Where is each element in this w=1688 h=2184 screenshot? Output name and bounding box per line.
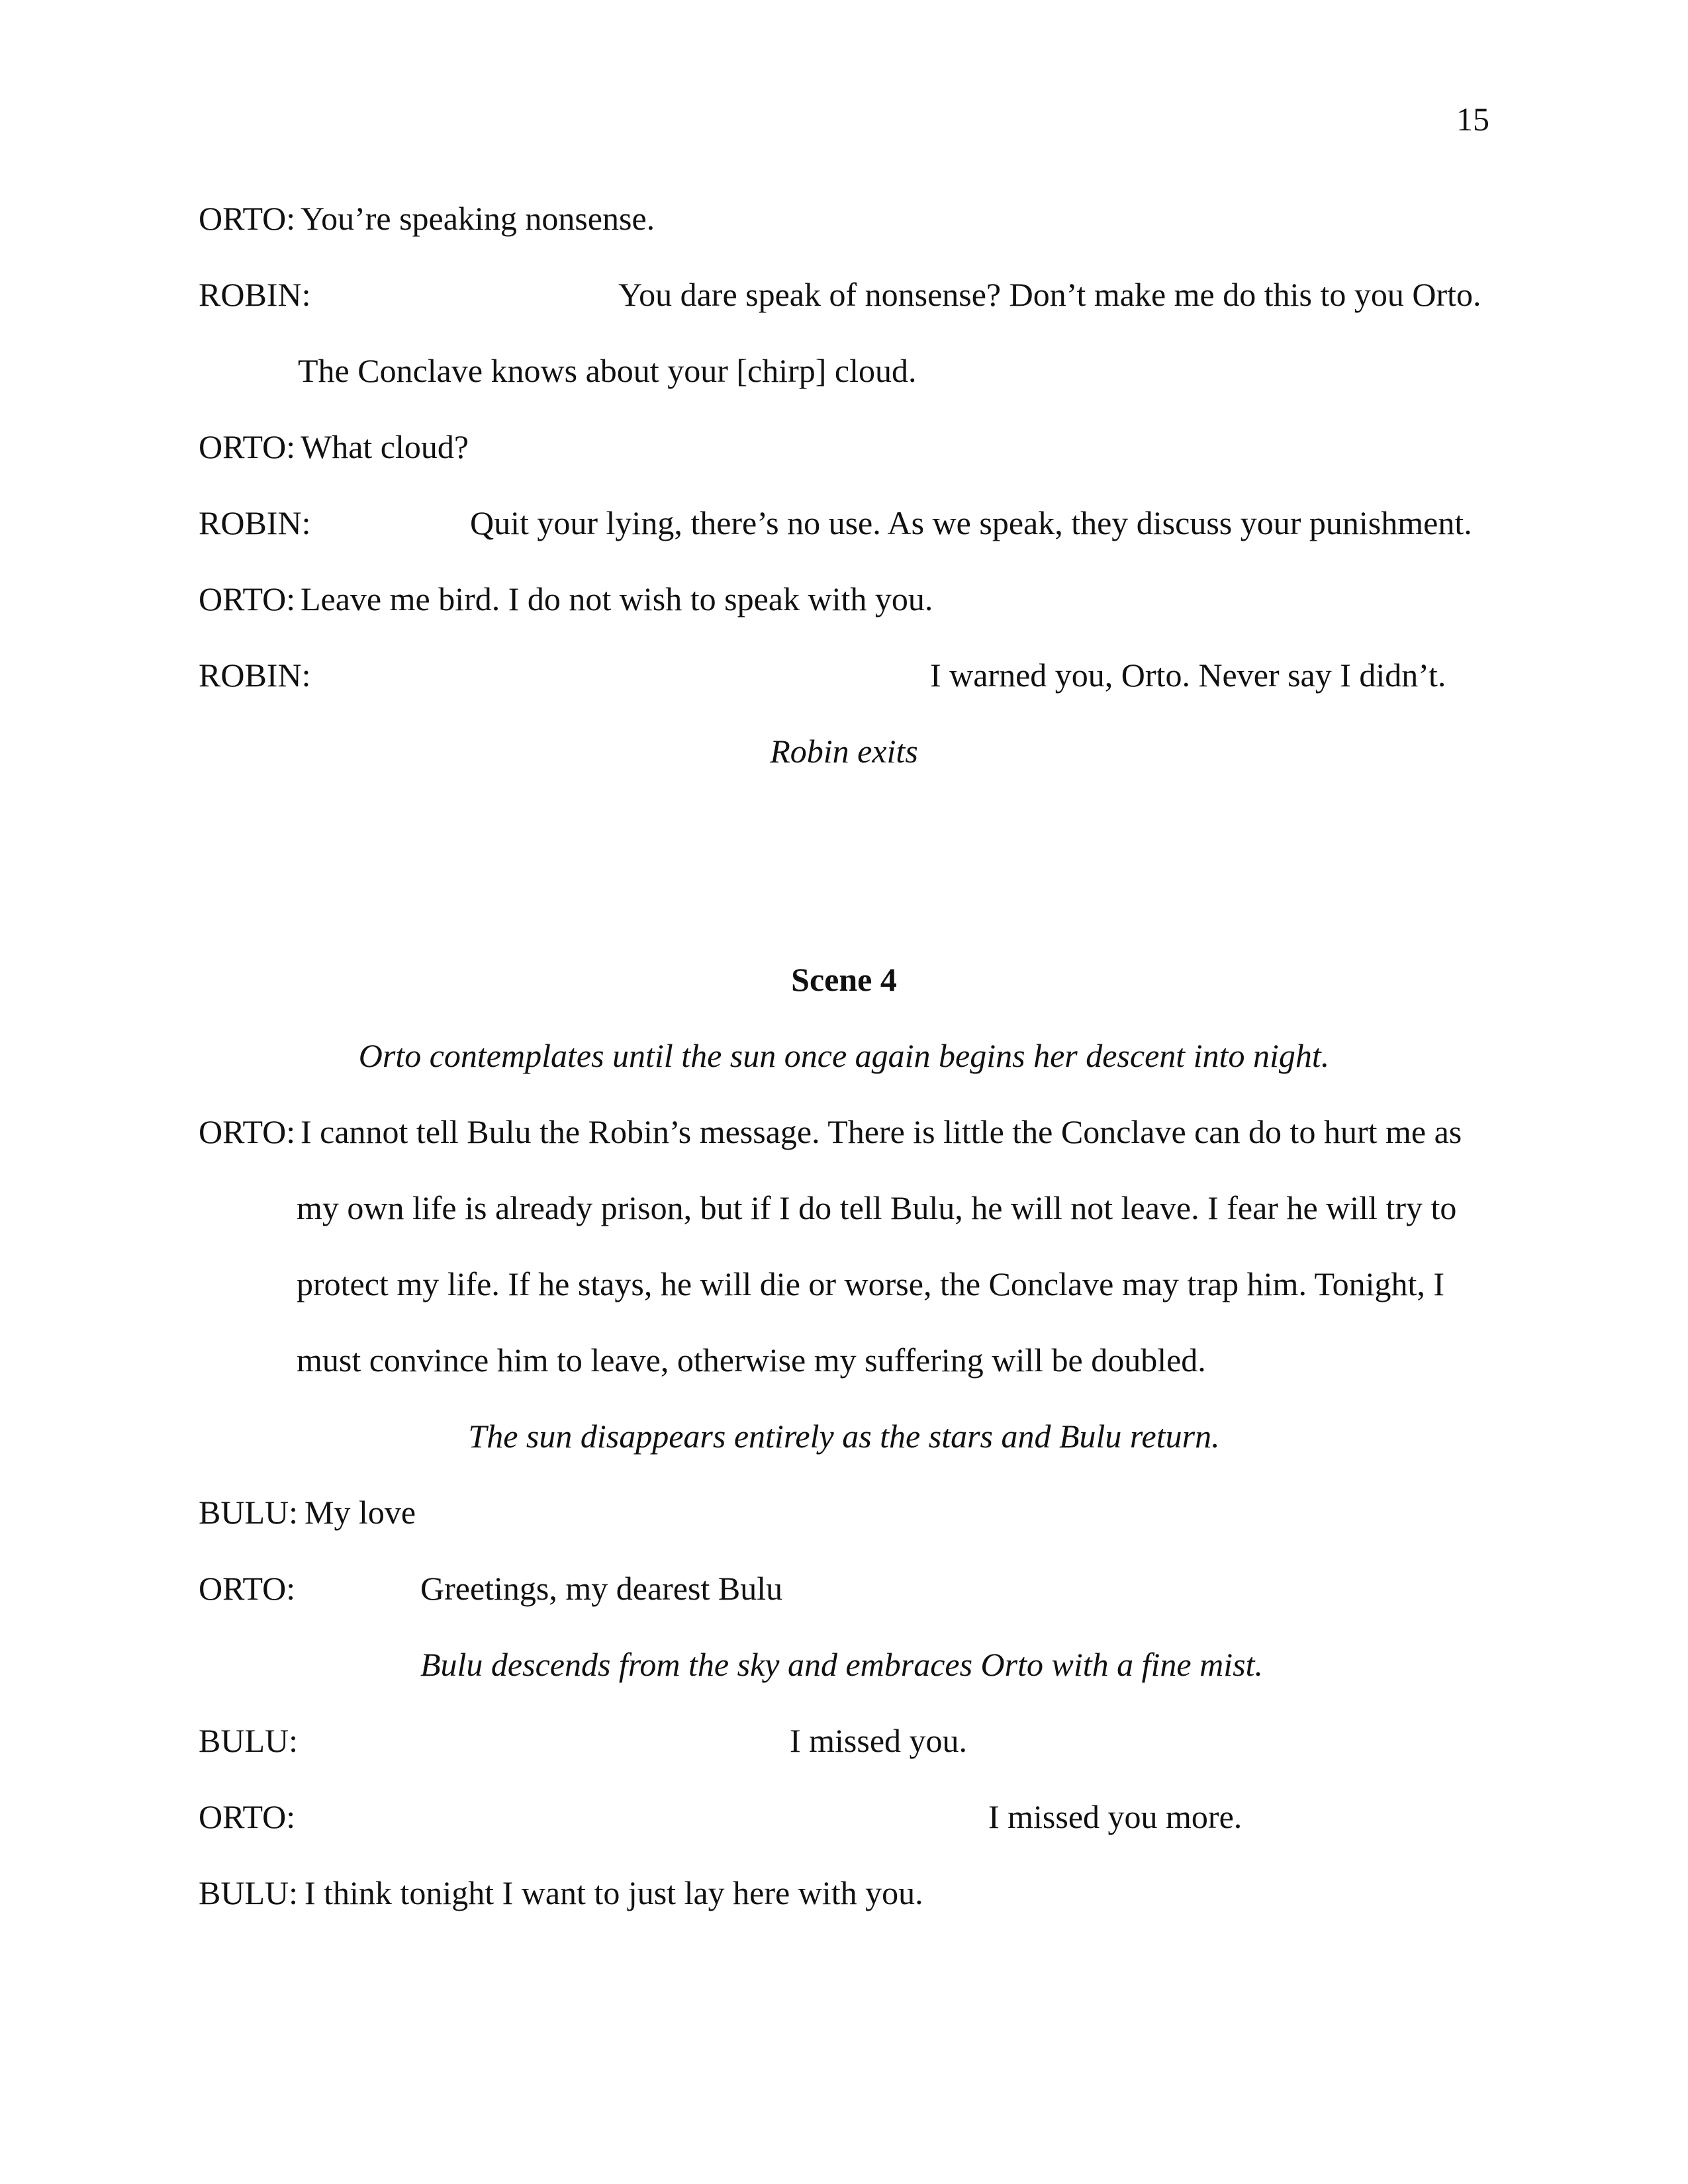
page-number: 15 xyxy=(1456,101,1489,138)
speaker-name: BULU: xyxy=(199,1874,298,1911)
dialogue-text: I warned you, Orto. Never say I didn’t. xyxy=(930,657,1446,694)
speaker-name: BULU: xyxy=(199,1494,298,1531)
stage-direction: Bulu descends from the sky and embraces Orto with a fine mist. xyxy=(420,1646,1263,1683)
speaker-name: ORTO: xyxy=(199,1570,296,1607)
dialogue-text: Leave me bird. I do not wish to speak with you. xyxy=(301,580,933,617)
stage-direction: Robin exits xyxy=(770,733,918,770)
dialogue-text: I cannot tell Bulu the Robin’s message. There is little the Conclave can do to hurt me as xyxy=(301,1113,1462,1150)
dialogue-continuation: protect my life. If he stays, he will die or worse, the Conclave may trap him. Tonight, I xyxy=(297,1265,1445,1302)
dialogue-text: Quit your lying, there’s no use. As we speak, they discuss your punishment. xyxy=(470,504,1472,541)
dialogue-text: What cloud? xyxy=(301,428,469,465)
speaker-name: ORTO: xyxy=(199,1113,296,1150)
dialogue-continuation: my own life is already prison, but if I do tell Bulu, he will not leave. I fear he will try to xyxy=(297,1189,1457,1226)
speaker-name: ORTO: xyxy=(199,428,296,465)
dialogue-text: Greetings, my dearest Bulu xyxy=(420,1570,783,1607)
dialogue-text: I missed you more. xyxy=(988,1798,1243,1835)
speaker-name: ORTO: xyxy=(199,1798,296,1835)
dialogue-text: You’re speaking nonsense. xyxy=(301,200,655,237)
dialogue-text: My love xyxy=(305,1494,416,1531)
dialogue-text: I missed you. xyxy=(790,1722,968,1759)
dialogue-continuation: must convince him to leave, otherwise my suffering will be doubled. xyxy=(297,1342,1206,1379)
dialogue-text: You dare speak of nonsense? Don’t make me do this to you Orto. xyxy=(618,276,1481,313)
stage-direction: Orto contemplates until the sun once again begins her descent into night. xyxy=(358,1037,1330,1074)
speaker-name: ROBIN: xyxy=(199,276,311,313)
stage-direction: The sun disappears entirely as the stars and Bulu return. xyxy=(468,1418,1220,1455)
speaker-name: ROBIN: xyxy=(199,657,311,694)
dialogue-text: I think tonight I want to just lay here with you. xyxy=(305,1874,923,1911)
speaker-name: BULU: xyxy=(199,1722,298,1759)
speaker-name: ORTO: xyxy=(199,200,296,237)
dialogue-continuation: The Conclave knows about your [chirp] cloud. xyxy=(298,352,917,389)
speaker-name: ROBIN: xyxy=(199,504,311,541)
scene-heading: Scene 4 xyxy=(791,961,897,998)
speaker-name: ORTO: xyxy=(199,580,296,617)
